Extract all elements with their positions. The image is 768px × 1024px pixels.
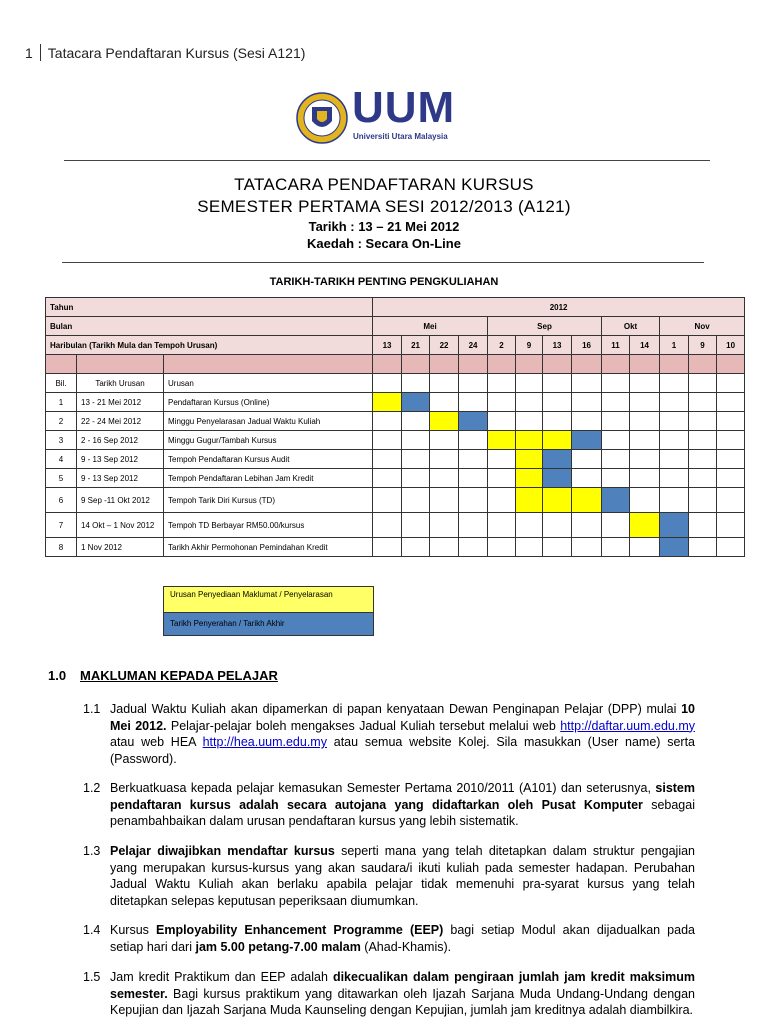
row-urusan: Tempoh Tarik Diri Kursus (TD) — [164, 488, 373, 513]
prep-cell — [488, 431, 516, 450]
row-bil: 8 — [46, 538, 77, 557]
month-cell: Sep — [488, 317, 602, 336]
table-row — [46, 450, 745, 469]
paragraph-1-3 — [83, 843, 695, 909]
day-cell: 22 — [430, 336, 459, 355]
prep-cell — [630, 513, 660, 538]
day-cell: 11 — [602, 336, 630, 355]
row-bil: 4 — [46, 450, 77, 469]
month-cell: Nov — [660, 317, 745, 336]
prep-cell — [543, 431, 572, 450]
day-cell: 1 — [660, 336, 689, 355]
para-number: 1.2 — [83, 781, 101, 795]
day-row — [46, 336, 745, 355]
paragraph-1-1 — [83, 701, 695, 767]
row-bil: 3 — [46, 431, 77, 450]
deadline-cell — [602, 488, 630, 513]
logo-wordmark: UUM — [352, 83, 456, 132]
deadline-cell — [543, 469, 572, 488]
row-urusan: Minggu Gugur/Tambah Kursus — [164, 431, 373, 450]
prep-cell — [516, 488, 543, 513]
title-line2: SEMESTER PERTAMA SESI 2012/2013 (A121) — [197, 197, 571, 216]
header-title: Tatacara Pendaftaran Kursus (Sesi A121) — [47, 45, 306, 61]
paragraph-1-4 — [83, 922, 695, 955]
paragraph-1-5 — [83, 969, 695, 1019]
page-number: 1 — [25, 45, 33, 61]
section-title: MAKLUMAN KEPADA PELAJAR — [80, 668, 278, 683]
title-date: Tarikh : 13 – 21 Mei 2012 — [308, 219, 460, 234]
day-cell: 13 — [543, 336, 572, 355]
row-bil: 6 — [46, 488, 77, 513]
row-tarikh: 9 - 13 Sep 2012 — [77, 469, 164, 488]
deadline-cell — [402, 393, 430, 412]
row-urusan: Tempoh Pendaftaran Lebihan Jam Kredit — [164, 469, 373, 488]
table-row — [46, 412, 745, 431]
para-number: 1.1 — [83, 702, 101, 716]
deadline-cell — [459, 412, 488, 431]
row-urusan: Minggu Penyelarasan Jadual Waktu Kuliah — [164, 412, 373, 431]
para-text: Pelajar diwajibkan mendaftar kursus seperti mana yang telah ditetapkan dalam struktur pengajian yang merupakan kursus-kursus yang akan saudara/i ikuti kuliah pada semester hadapan. Perubahan Jadual Waktu Kuliah akan berlaku apabila pelajar tidak memenuhi pra-syarat kursus yang telah ditetapkan selepas keputusan peperiksaan diumumkan. — [110, 844, 695, 908]
para-text: Kursus Employability Enhancement Programme (EEP) bagi setiap Modul akan dijadualkan pada setiap hari dari jam 5.00 petang-7.00 malam (Ahad-Khamis). — [110, 923, 695, 954]
row-bil: 2 — [46, 412, 77, 431]
month-label: Bulan — [46, 317, 373, 336]
year-row — [46, 298, 745, 317]
table-row — [46, 393, 745, 412]
row-bil: 5 — [46, 469, 77, 488]
day-cell: 10 — [717, 336, 745, 355]
month-row — [46, 317, 745, 336]
header-divider — [40, 44, 41, 61]
day-cell: 24 — [459, 336, 488, 355]
bottom-rule — [62, 262, 704, 263]
col-bil: Bil. — [46, 374, 77, 393]
prep-cell — [430, 412, 459, 431]
para-text: Berkuatkuasa kepada pelajar kemasukan Semester Pertama 2010/2011 (A101) dan seterusnya, sistem pendaftaran kursus adalah secara autojana yang didaftarkan oleh Pusat Komputer sebagai penambahbaikan dalam urusan pendaftaran kursus yang lebih sistematik. — [110, 781, 695, 828]
schedule-table — [45, 297, 745, 557]
legend-preparation: Urusan Penyediaan Maklumat / Penyelarasan — [164, 587, 373, 613]
hea-link[interactable]: http://hea.uum.edu.my — [202, 735, 327, 749]
prep-cell — [572, 488, 602, 513]
legend-deadline: Tarikh Penyerahan / Tarikh Akhir — [164, 613, 373, 635]
table-row — [46, 488, 745, 513]
row-tarikh: 22 - 24 Mei 2012 — [77, 412, 164, 431]
prep-cell — [516, 450, 543, 469]
deadline-cell — [660, 513, 689, 538]
para-number: 1.5 — [83, 970, 101, 984]
row-bil: 1 — [46, 393, 77, 412]
day-cell: 13 — [373, 336, 402, 355]
row-urusan: Pendaftaran Kursus (Online) — [164, 393, 373, 412]
logo-subtitle: Universiti Utara Malaysia — [353, 132, 448, 141]
day-cell: 16 — [572, 336, 602, 355]
deadline-cell — [572, 431, 602, 450]
running-header — [25, 44, 305, 61]
title-method: Kaedah : Secara On-Line — [307, 236, 461, 251]
row-tarikh: 9 - 13 Sep 2012 — [77, 450, 164, 469]
row-urusan: Tempoh Pendaftaran Kursus Audit — [164, 450, 373, 469]
year-value: 2012 — [373, 298, 745, 317]
legend — [163, 586, 374, 636]
para-text: Jam kredit Praktikum dan EEP adalah dikecualikan dalam pengiraan jumlah jam kredit maksimum semester. Bagi kursus praktikum yang ditawarkan oleh Ijazah Sarjana Muda Undang-Undang dengan Kepujian dan Ijazah Sarjana Muda Kaunseling dengan Kepujian, jumlah jam kreditnya adalah diambilkira. — [110, 970, 696, 1017]
deadline-cell — [660, 538, 689, 557]
title-line1: TATACARA PENDAFTARAN KURSUS — [234, 175, 534, 194]
col-tarikh: Tarikh Urusan — [77, 374, 164, 393]
prep-cell — [543, 488, 572, 513]
schedule-title: TARIKH-TARIKH PENTING PENGKULIAHAN — [269, 276, 499, 288]
row-urusan: Tarikh Akhir Permohonan Pemindahan Kredit — [164, 538, 373, 557]
blank-row — [46, 355, 745, 374]
row-tarikh: 13 - 21 Mei 2012 — [77, 393, 164, 412]
table-row — [46, 469, 745, 488]
prep-cell — [516, 431, 543, 450]
col-urusan: Urusan — [164, 374, 373, 393]
prep-cell — [373, 393, 402, 412]
uum-logo — [295, 83, 465, 151]
section-number: 1.0 — [48, 668, 67, 683]
day-cell: 9 — [516, 336, 543, 355]
row-tarikh: 9 Sep -11 Okt 2012 — [77, 488, 164, 513]
row-tarikh: 2 - 16 Sep 2012 — [77, 431, 164, 450]
deadline-cell — [543, 450, 572, 469]
table-row — [46, 538, 745, 557]
row-urusan: Tempoh TD Berbayar RM50.00/kursus — [164, 513, 373, 538]
daftar-link[interactable]: http://daftar.uum.edu.my — [560, 718, 696, 733]
row-tarikh: 14 Okt – 1 Nov 2012 — [77, 513, 164, 538]
row-tarikh: 1 Nov 2012 — [77, 538, 164, 557]
column-header-row — [46, 374, 745, 393]
top-rule — [64, 160, 710, 161]
month-cell: Mei — [373, 317, 488, 336]
table-row — [46, 513, 745, 538]
day-cell: 14 — [630, 336, 660, 355]
day-cell: 9 — [689, 336, 717, 355]
row-bil: 7 — [46, 513, 77, 538]
para-text: Jadual Waktu Kuliah akan dipamerkan di papan kenyataan Dewan Penginapan Pelajar (DPP) mulai 10 Mei 2012. Pelajar-pelajar boleh mengakses Jadual Kuliah tersebut melalui web http://daftar.uum.edu.my atau web HEA http://hea.uum.edu.my atau semua website Kolej. Sila masukkan (User name) serta (Password). — [110, 702, 696, 766]
day-cell: 2 — [488, 336, 516, 355]
year-label: Tahun — [46, 298, 373, 317]
para-number: 1.4 — [83, 923, 101, 937]
prep-cell — [516, 469, 543, 488]
table-row — [46, 431, 745, 450]
paragraph-1-2 — [83, 780, 695, 830]
para-number: 1.3 — [83, 844, 101, 858]
day-cell: 21 — [402, 336, 430, 355]
day-label: Haribulan (Tarikh Mula dan Tempoh Urusan) — [46, 336, 373, 355]
month-cell: Okt — [602, 317, 660, 336]
section-heading — [48, 668, 278, 683]
